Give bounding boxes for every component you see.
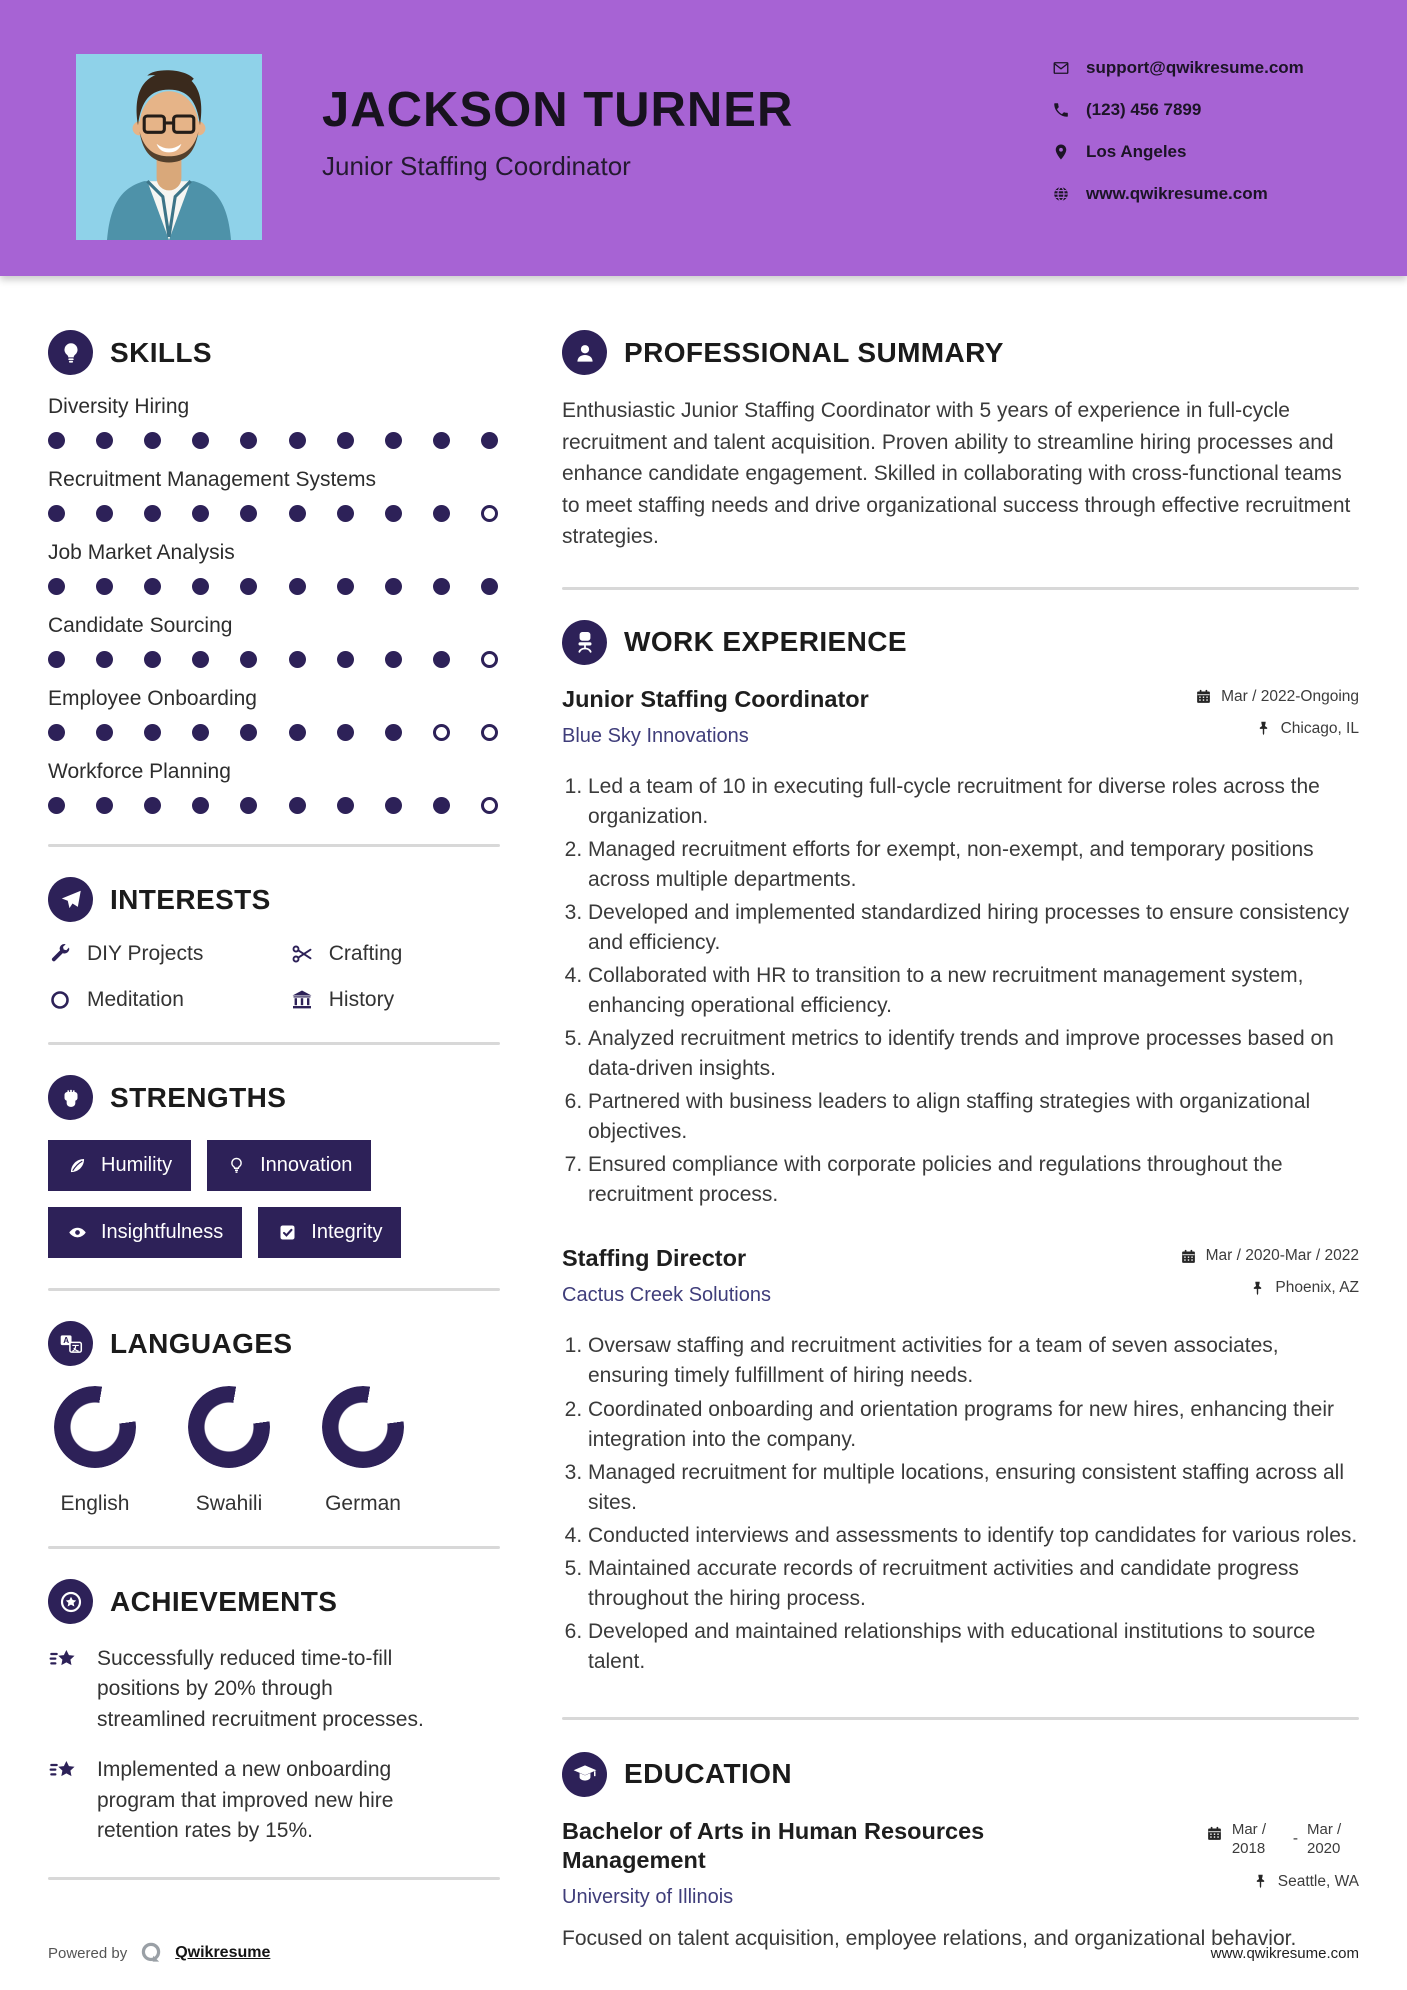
strengths-section-header (48, 1075, 500, 1120)
skill-dot-filled (337, 505, 354, 522)
skill-dot-filled (433, 797, 450, 814)
skill-dot-filled (289, 578, 306, 595)
skill-dot-filled (289, 651, 306, 668)
education-section-header (562, 1752, 1359, 1797)
location-pin-icon (1052, 143, 1070, 161)
divider (48, 844, 500, 847)
strengths-list (48, 1140, 500, 1258)
job-bullet: 3. Developed and implemented standardized hiring processes to ensure consistency and efficiency. (588, 898, 1359, 958)
skill-dot-filled (337, 578, 354, 595)
job-bullet: 5. Maintained accurate records of recruitment activities and candidate progress throughout the hiring process. (588, 1554, 1359, 1614)
qwikresume-logo-icon (138, 1940, 164, 1966)
skill-name: Candidate Sourcing (48, 614, 233, 637)
divider (48, 1877, 500, 1880)
strength-badge (48, 1207, 242, 1258)
right-column (562, 330, 1359, 1990)
job-location (1255, 720, 1359, 738)
phone-icon (1052, 101, 1070, 119)
calendar-icon (1206, 1825, 1223, 1842)
job-entry (562, 1244, 1359, 1677)
contact-website (1052, 184, 1304, 204)
skill-dot-filled (337, 432, 354, 449)
skill-dot-filled (385, 651, 402, 668)
skill-dot-filled (96, 797, 113, 814)
pushpin-icon (1249, 1280, 1266, 1297)
job-dates-text: Mar / 2022-Ongoing (1221, 687, 1359, 705)
education-school: University of Illinois (562, 1886, 734, 1909)
contact-location (1052, 142, 1304, 162)
paper-plane-icon (58, 887, 84, 913)
skills-list (48, 395, 500, 814)
skill-dot-filled (337, 651, 354, 668)
bulb-icon (226, 1155, 247, 1176)
skill-item (48, 687, 500, 741)
achievements-list (48, 1644, 500, 1847)
language-item (322, 1386, 404, 1516)
checkbox-icon (277, 1222, 298, 1243)
education-date-separator: - (1292, 1829, 1298, 1847)
skill-dot-filled (289, 724, 306, 741)
skill-item (48, 395, 500, 449)
achievement-item (48, 1755, 500, 1846)
candidate-title: Junior Staffing Coordinator (322, 151, 631, 181)
skill-dot-filled (48, 797, 65, 814)
interest-item (290, 988, 500, 1012)
skill-item (48, 760, 500, 814)
job-bullet-list (562, 772, 1359, 1210)
skill-dot-filled (144, 651, 161, 668)
wrench-icon (48, 942, 72, 966)
skill-dot-filled (144, 724, 161, 741)
skill-dot-filled (144, 797, 161, 814)
header-band (0, 0, 1407, 276)
achievement-text: Implemented a new onboarding program that improved new hire retention rates by 15%. (97, 1758, 394, 1843)
skill-dot-filled (96, 505, 113, 522)
skill-dot-filled (385, 797, 402, 814)
skill-dot-filled (192, 505, 209, 522)
candidate-name: JACKSON TURNER (322, 83, 794, 137)
skill-dot-filled (144, 432, 161, 449)
skill-dot-filled (337, 724, 354, 741)
email-icon (1052, 59, 1070, 77)
interest-label: Meditation (87, 988, 184, 1011)
job-title: Junior Staffing Coordinator (562, 685, 869, 712)
interests-list (48, 942, 500, 1012)
interest-label: History (328, 988, 395, 1011)
interest-label: DIY Projects (87, 942, 204, 965)
job-bullet: 6. Developed and maintained relationships with educational institutions to source talent. (588, 1617, 1359, 1677)
divider (48, 1042, 500, 1045)
svg-text:A: A (62, 1335, 69, 1345)
shooting-star-icon (48, 1755, 80, 1787)
skill-dot-filled (96, 432, 113, 449)
education-heading: EDUCATION (624, 1758, 792, 1790)
skill-dot-filled (240, 432, 257, 449)
skill-dot-empty (481, 505, 498, 522)
job-dates (1180, 1247, 1359, 1265)
leaf-icon (67, 1155, 88, 1176)
languages-list (48, 1386, 500, 1516)
job-title: Staffing Director (562, 1245, 747, 1272)
experience-heading: WORK EXPERIENCE (624, 626, 907, 657)
skill-dot-filled (240, 578, 257, 595)
language-label: Swahili (195, 1492, 263, 1515)
interests-section-header (48, 877, 500, 922)
skill-name: Job Market Analysis (48, 541, 235, 564)
skill-rating-dots (48, 651, 500, 668)
person-icon (572, 340, 598, 366)
scissors-icon (290, 942, 314, 966)
language-progress-ring (322, 1386, 404, 1468)
interest-label: Crafting (328, 942, 403, 965)
contact-phone-text: (123) 456 7899 (1086, 100, 1202, 119)
strength-badge (207, 1140, 371, 1191)
summary-section-header (562, 330, 1359, 375)
skill-rating-dots (48, 505, 500, 522)
summary-text: Enthusiastic Junior Staffing Coordinator with 5 years of experience in full-cycle recruitment and talent acquisition. Proven ability to streamline hiring processes and enhance candidate engagement. Skilled in collaborating with cross-functional teams to meet staffing needs and drive organizational success through effective recruitment strategies. (562, 399, 1351, 548)
skill-rating-dots (48, 724, 500, 741)
skill-name: Diversity Hiring (48, 395, 190, 418)
skill-rating-dots (48, 578, 500, 595)
skill-item (48, 468, 500, 522)
skill-dot-filled (385, 505, 402, 522)
achievement-text: Successfully reduced time-to-fill positions by 20% through streamlined recruitment processes. (97, 1647, 424, 1731)
skill-item (48, 541, 500, 595)
contact-phone (1052, 100, 1304, 120)
skill-dot-filled (48, 578, 65, 595)
job-location (1249, 1279, 1359, 1297)
skill-dot-filled (433, 432, 450, 449)
skill-dot-filled (144, 578, 161, 595)
calendar-icon (1195, 688, 1212, 705)
job-bullet: 4. Conducted interviews and assessments to identify top candidates for various roles. (588, 1521, 1359, 1551)
skill-dot-filled (433, 505, 450, 522)
job-bullet-list (562, 1331, 1359, 1676)
skill-dot-filled (48, 651, 65, 668)
strength-badge (48, 1140, 191, 1191)
skill-dot-filled (289, 432, 306, 449)
skills-section-header (48, 330, 500, 375)
skill-dot-filled (192, 432, 209, 449)
skill-dot-filled (385, 724, 402, 741)
skill-dot-filled (433, 578, 450, 595)
skill-dot-filled (337, 797, 354, 814)
skill-dot-filled (481, 432, 498, 449)
skill-dot-filled (289, 797, 306, 814)
job-dates-text: Mar / 2020-Mar / 2022 (1205, 1247, 1359, 1265)
pushpin-icon (1252, 1873, 1269, 1890)
language-item (188, 1386, 270, 1516)
interest-item (290, 942, 500, 966)
skill-dot-empty (481, 724, 498, 741)
skill-dot-filled (240, 505, 257, 522)
contact-location-text: Los Angeles (1086, 142, 1187, 161)
shooting-star-icon (48, 1644, 80, 1676)
skill-dot-filled (433, 651, 450, 668)
profile-photo (76, 54, 262, 240)
job-bullet: 4. Collaborated with HR to transition to a new recruitment management system, enhancing operational efficiency. (588, 961, 1359, 1021)
translate-icon (58, 1331, 84, 1357)
job-bullet: 1. Oversaw staffing and recruitment activities for a team of seven associates, ensuring timely fulfillment of hiring needs. (588, 1331, 1359, 1391)
footer (48, 1940, 1359, 1966)
skill-dot-filled (192, 651, 209, 668)
language-item (54, 1386, 136, 1516)
skill-dot-empty (433, 724, 450, 741)
skills-heading: SKILLS (110, 336, 212, 368)
interest-item (48, 942, 290, 966)
education-date-start: Mar / 2018 (1231, 1820, 1266, 1858)
graduation-cap-icon (572, 1761, 598, 1787)
education-degree: Bachelor of Arts in Human Resources Management (562, 1817, 985, 1874)
skill-dot-filled (48, 432, 65, 449)
skill-dot-empty (481, 651, 498, 668)
medal-icon (58, 1589, 84, 1615)
globe-icon (1052, 185, 1070, 203)
skill-dot-filled (240, 651, 257, 668)
job-dates (1195, 688, 1359, 706)
language-label: German (325, 1492, 401, 1515)
skill-dot-filled (385, 578, 402, 595)
contact-email (1052, 58, 1304, 78)
education-location-text: Seattle, WA (1277, 1872, 1359, 1890)
strength-label: Humility (101, 1154, 173, 1176)
summary-heading: PROFESSIONAL SUMMARY (624, 336, 1004, 368)
museum-icon (290, 988, 314, 1012)
eye-icon (67, 1222, 88, 1243)
footer-site-url: www.qwikresume.com (1210, 1944, 1359, 1962)
job-company: Blue Sky Innovations (562, 724, 749, 747)
skill-item (48, 614, 500, 668)
job-location-text: Chicago, IL (1280, 719, 1359, 737)
skill-dot-filled (240, 797, 257, 814)
skill-rating-dots (48, 432, 500, 449)
pushpin-icon (1255, 720, 1272, 737)
skill-dot-filled (96, 578, 113, 595)
achievements-heading: ACHIEVEMENTS (110, 1585, 338, 1617)
job-company: Cactus Creek Solutions (562, 1284, 771, 1307)
divider (562, 587, 1359, 590)
powered-by-text: Powered by (48, 1944, 128, 1962)
strength-badge (258, 1207, 401, 1258)
skill-name: Workforce Planning (48, 760, 231, 783)
lightbulb-icon (58, 340, 84, 366)
contact-list (1052, 58, 1304, 204)
skill-dot-filled (289, 505, 306, 522)
skill-dot-filled (192, 578, 209, 595)
circle-icon (48, 988, 72, 1012)
strength-label: Integrity (311, 1221, 383, 1243)
skill-dot-filled (240, 724, 257, 741)
strength-label: Insightfulness (101, 1221, 224, 1243)
skill-dot-filled (385, 432, 402, 449)
achievement-item (48, 1644, 500, 1735)
job-bullet: 7. Ensured compliance with corporate policies and regulations throughout the recruitment process. (588, 1150, 1359, 1210)
education-date-end: Mar / 2020 (1307, 1820, 1342, 1858)
skill-dot-filled (48, 724, 65, 741)
education-dates (1206, 1820, 1359, 1859)
job-bullet: 3. Managed recruitment for multiple locations, ensuring consistent staffing across all sites. (588, 1458, 1359, 1518)
powered-by (48, 1940, 270, 1966)
skill-rating-dots (48, 797, 500, 814)
language-progress-ring (188, 1386, 270, 1468)
job-bullet: 5. Analyzed recruitment metrics to identify trends and improve processes based on data-driven insights. (588, 1024, 1359, 1084)
strengths-heading: STRENGTHS (110, 1081, 287, 1113)
skill-dot-filled (481, 578, 498, 595)
language-progress-ring (54, 1386, 136, 1468)
education-location (1252, 1873, 1359, 1891)
job-bullet: 6. Partnered with business leaders to align staffing strategies with organizational objectives. (588, 1087, 1359, 1147)
calendar-icon (1180, 1248, 1197, 1265)
divider (562, 1717, 1359, 1720)
job-bullet: 2. Coordinated onboarding and orientation programs for new hires, enhancing their integration into the company. (588, 1395, 1359, 1455)
skill-dot-filled (144, 505, 161, 522)
skill-dot-filled (96, 651, 113, 668)
interests-heading: INTERESTS (110, 883, 271, 915)
interest-item (48, 988, 290, 1012)
chair-icon (572, 629, 598, 655)
education-description: Focused on talent acquisition, employee relations, and organizational behavior. (562, 1927, 1297, 1951)
education-entry (562, 1817, 1359, 1955)
achievements-section-header (48, 1579, 500, 1624)
divider (48, 1546, 500, 1549)
divider (48, 1288, 500, 1291)
contact-email-text: support@qwikresume.com (1086, 58, 1304, 77)
languages-section-header (48, 1321, 500, 1366)
contact-website-text: www.qwikresume.com (1086, 184, 1268, 203)
strength-label: Innovation (260, 1154, 353, 1176)
skill-dot-filled (192, 724, 209, 741)
job-entry (562, 685, 1359, 1211)
qwikresume-link[interactable]: Qwikresume (175, 1944, 271, 1961)
skill-dot-empty (481, 797, 498, 814)
job-location-text: Phoenix, AZ (1275, 1279, 1359, 1297)
skill-name: Employee Onboarding (48, 687, 257, 710)
job-bullet: 2. Managed recruitment efforts for exempt, non-exempt, and temporary positions across multiple departments. (588, 835, 1359, 895)
fist-icon (58, 1085, 84, 1111)
skill-dot-filled (192, 797, 209, 814)
left-column (48, 330, 500, 1990)
skill-dot-filled (48, 505, 65, 522)
skill-dot-filled (96, 724, 113, 741)
skill-name: Recruitment Management Systems (48, 468, 376, 491)
languages-heading: LANGUAGES (110, 1327, 293, 1359)
language-label: English (60, 1492, 130, 1515)
job-bullet: 1. Led a team of 10 in executing full-cycle recruitment for diverse roles across the organization. (588, 772, 1359, 832)
experience-section-header (562, 620, 1359, 665)
